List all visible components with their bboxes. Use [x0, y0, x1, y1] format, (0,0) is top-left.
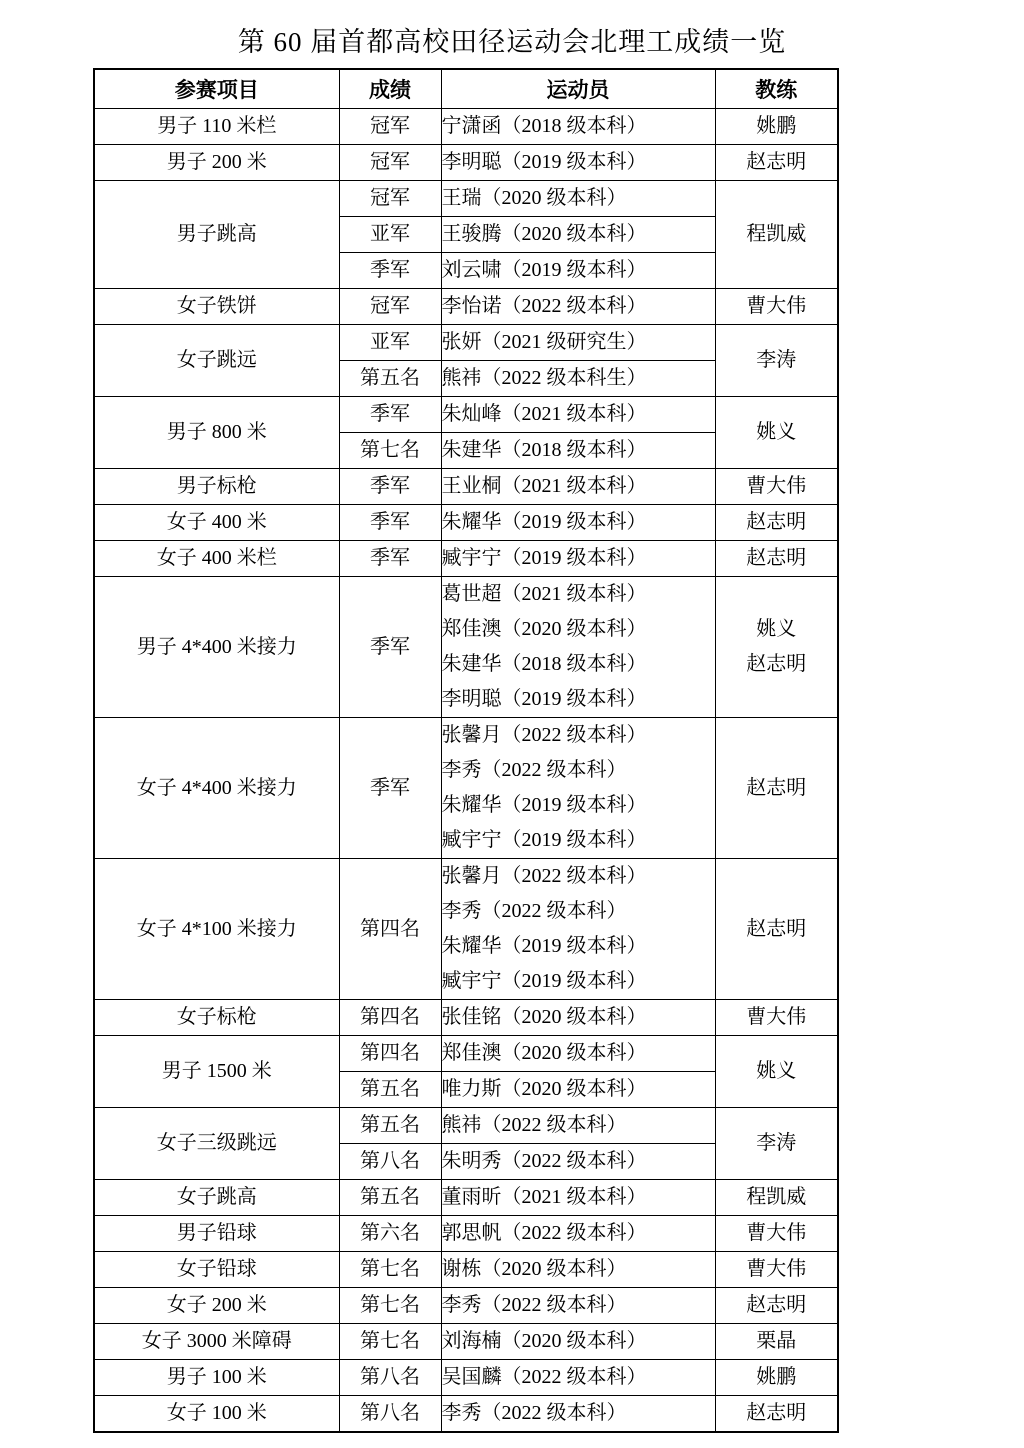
coach-cell — [715, 577, 838, 718]
result-label: 季军 — [370, 403, 410, 425]
result-cell — [339, 718, 441, 859]
athlete-line: 李明聪（2019 级本科） — [441, 688, 647, 710]
coach-line: 姚鹏 — [756, 115, 797, 137]
coach-line: 姚鹏 — [756, 1366, 797, 1388]
athlete-cell — [441, 145, 715, 181]
athlete-cell — [441, 1180, 715, 1216]
event-label: 女子 4*100 米接力 — [136, 917, 297, 940]
coach-line: 李涛 — [756, 349, 797, 371]
athlete-cell — [441, 217, 715, 253]
athlete-line: 臧宇宁（2019 级本科） — [441, 547, 647, 569]
table-row — [94, 1288, 838, 1324]
event-label: 女子 400 米 — [166, 511, 267, 533]
athlete-cell — [441, 361, 715, 397]
result-cell — [339, 1180, 441, 1216]
event-cell — [94, 1396, 339, 1433]
results-table — [93, 68, 839, 1433]
coach-cell — [715, 1360, 838, 1396]
result-label: 第八名 — [360, 1150, 420, 1172]
result-cell — [339, 541, 441, 577]
coach-line: 曹大伟 — [746, 475, 807, 497]
athlete-cell — [441, 541, 715, 577]
result-label: 季军 — [370, 475, 410, 497]
athlete-cell — [441, 1108, 715, 1144]
athlete-cell — [441, 1324, 715, 1360]
athlete-line: 刘海楠（2020 级本科） — [441, 1330, 647, 1352]
athlete-line: 李秀（2022 级本科） — [441, 1402, 627, 1424]
event-cell — [94, 1360, 339, 1396]
result-label: 季军 — [370, 547, 410, 569]
athlete-line: 熊祎（2022 级本科生） — [441, 367, 647, 389]
athlete-line: 谢栋（2020 级本科） — [441, 1258, 627, 1280]
event-cell — [94, 1252, 339, 1288]
result-label: 第八名 — [360, 1402, 420, 1424]
athlete-cell — [441, 577, 715, 718]
athlete-line: 朱明秀（2022 级本科） — [441, 1150, 647, 1172]
result-cell — [339, 577, 441, 718]
coach-line: 赵志明 — [746, 511, 807, 533]
coach-cell — [715, 505, 838, 541]
table-row — [94, 109, 838, 145]
event-cell — [94, 289, 339, 325]
event-label: 女子 400 米栏 — [156, 547, 277, 569]
table-row — [94, 289, 838, 325]
athlete-line: 李秀（2022 级本科） — [441, 900, 627, 922]
coach-cell — [715, 1324, 838, 1360]
coach-line: 程凯威 — [746, 223, 807, 245]
column-header: 参赛项目 — [94, 69, 339, 109]
result-cell — [339, 859, 441, 1000]
event-cell — [94, 1000, 339, 1036]
coach-cell — [715, 1108, 838, 1180]
column-header: 教练 — [715, 69, 838, 109]
result-cell — [339, 253, 441, 289]
coach-cell — [715, 1036, 838, 1108]
result-cell — [339, 181, 441, 217]
table-row — [94, 1360, 838, 1396]
coach-cell — [715, 469, 838, 505]
result-label: 冠军 — [370, 115, 410, 137]
athlete-cell — [441, 1144, 715, 1180]
athlete-line: 熊祎（2022 级本科） — [441, 1114, 627, 1136]
result-cell — [339, 1036, 441, 1072]
result-label: 冠军 — [370, 295, 410, 317]
event-label: 女子跳远 — [176, 349, 257, 371]
result-cell — [339, 1216, 441, 1252]
event-cell — [94, 1324, 339, 1360]
athlete-line: 张妍（2021 级研究生） — [441, 331, 647, 353]
athlete-line: 王骏腾（2020 级本科） — [441, 223, 647, 245]
athlete-line: 臧宇宁（2019 级本科） — [441, 970, 647, 992]
result-cell — [339, 433, 441, 469]
result-label: 季军 — [370, 776, 410, 799]
athlete-line: 朱耀华（2019 级本科） — [441, 935, 647, 957]
event-label: 男子标枪 — [176, 475, 257, 497]
athlete-line: 吴国麟（2022 级本科） — [441, 1366, 647, 1388]
athlete-cell — [441, 181, 715, 217]
event-label: 男子 110 米栏 — [157, 115, 277, 137]
coach-line: 赵志明 — [746, 1294, 807, 1316]
athlete-line: 李怡诺（2022 级本科） — [441, 295, 647, 317]
coach-line: 赵志明 — [746, 653, 807, 675]
result-cell — [339, 325, 441, 361]
athlete-cell — [441, 289, 715, 325]
athlete-line: 宁潇函（2018 级本科） — [441, 115, 647, 137]
athlete-line: 董雨昕（2021 级本科） — [441, 1186, 647, 1208]
result-label: 第六名 — [360, 1222, 420, 1244]
result-cell — [339, 1396, 441, 1433]
athlete-cell — [441, 1216, 715, 1252]
coach-line: 姚义 — [756, 1060, 797, 1082]
event-cell — [94, 1036, 339, 1108]
event-cell — [94, 397, 339, 469]
result-cell — [339, 1324, 441, 1360]
athlete-cell — [441, 1036, 715, 1072]
athlete-line: 李秀（2022 级本科） — [441, 1294, 627, 1316]
athlete-line: 朱耀华（2019 级本科） — [441, 511, 647, 533]
coach-cell — [715, 289, 838, 325]
result-cell — [339, 361, 441, 397]
result-cell — [339, 1360, 441, 1396]
result-cell — [339, 505, 441, 541]
event-cell — [94, 505, 339, 541]
coach-cell — [715, 541, 838, 577]
table-row — [94, 181, 838, 217]
result-cell — [339, 109, 441, 145]
athlete-line: 郭思帆（2022 级本科） — [441, 1222, 647, 1244]
result-label: 亚军 — [370, 331, 410, 353]
event-cell — [94, 541, 339, 577]
table-row — [94, 577, 838, 718]
coach-cell — [715, 1000, 838, 1036]
coach-cell — [715, 1252, 838, 1288]
athlete-cell — [441, 253, 715, 289]
result-cell — [339, 1288, 441, 1324]
event-cell — [94, 1216, 339, 1252]
table-row — [94, 397, 838, 433]
coach-line: 赵志明 — [746, 1402, 807, 1424]
athlete-line: 刘云啸（2019 级本科） — [441, 259, 647, 281]
event-cell — [94, 1108, 339, 1180]
coach-line: 曹大伟 — [746, 1258, 807, 1280]
athlete-cell — [441, 397, 715, 433]
coach-line: 赵志明 — [746, 151, 807, 173]
event-cell — [94, 859, 339, 1000]
event-label: 男子 100 米 — [166, 1366, 267, 1388]
result-label: 季军 — [370, 511, 410, 533]
result-cell — [339, 1000, 441, 1036]
coach-cell — [715, 109, 838, 145]
athlete-line: 李秀（2022 级本科） — [441, 759, 627, 781]
table-row — [94, 1396, 838, 1433]
athlete-line: 朱建华（2018 级本科） — [441, 653, 647, 675]
coach-line: 程凯威 — [746, 1186, 807, 1208]
coach-line: 栗晶 — [756, 1330, 797, 1352]
event-label: 男子 800 米 — [166, 421, 267, 443]
result-label: 第五名 — [360, 1114, 420, 1136]
athlete-line: 王瑞（2020 级本科） — [441, 187, 627, 209]
event-label: 女子 100 米 — [166, 1402, 267, 1424]
athlete-line: 张佳铭（2020 级本科） — [441, 1006, 647, 1028]
result-cell — [339, 397, 441, 433]
athlete-cell — [441, 859, 715, 1000]
coach-line: 李涛 — [756, 1132, 797, 1154]
coach-cell — [715, 325, 838, 397]
athlete-cell — [441, 469, 715, 505]
athlete-cell — [441, 1000, 715, 1036]
result-cell — [339, 1072, 441, 1108]
result-label: 季军 — [370, 635, 410, 658]
athlete-line: 张馨月（2022 级本科） — [441, 865, 647, 887]
result-label: 第七名 — [360, 1330, 420, 1352]
athlete-line: 李明聪（2019 级本科） — [441, 151, 647, 173]
coach-cell — [715, 1288, 838, 1324]
result-label: 第七名 — [360, 1258, 420, 1280]
result-label: 季军 — [370, 259, 410, 281]
event-label: 女子标枪 — [176, 1006, 257, 1028]
table-row — [94, 541, 838, 577]
athlete-cell — [441, 1288, 715, 1324]
athlete-cell — [441, 1072, 715, 1108]
table-row — [94, 1000, 838, 1036]
result-label: 第七名 — [360, 439, 420, 461]
athlete-cell — [441, 1360, 715, 1396]
coach-cell — [715, 1216, 838, 1252]
table-row — [94, 1216, 838, 1252]
result-cell — [339, 217, 441, 253]
event-cell — [94, 325, 339, 397]
table-row — [94, 145, 838, 181]
table-row — [94, 1324, 838, 1360]
coach-cell — [715, 397, 838, 469]
event-label: 女子三级跳远 — [156, 1132, 277, 1154]
event-label: 女子铁饼 — [176, 295, 257, 317]
table-row — [94, 1180, 838, 1216]
coach-cell — [715, 145, 838, 181]
event-cell — [94, 469, 339, 505]
table-row — [94, 859, 838, 1000]
athlete-line: 郑佳澳（2020 级本科） — [441, 618, 647, 640]
event-label: 男子铅球 — [176, 1222, 257, 1244]
result-label: 亚军 — [370, 223, 410, 245]
table-row — [94, 325, 838, 361]
result-label: 第五名 — [360, 367, 420, 389]
athlete-cell — [441, 1396, 715, 1433]
event-cell — [94, 181, 339, 289]
coach-line: 姚义 — [756, 421, 797, 443]
event-label: 男子 200 米 — [166, 151, 267, 173]
result-label: 冠军 — [370, 187, 410, 209]
event-label: 男子跳高 — [176, 223, 257, 245]
coach-line: 赵志明 — [746, 776, 807, 799]
athlete-cell — [441, 1252, 715, 1288]
result-label: 第四名 — [360, 917, 420, 940]
header-row — [94, 69, 838, 109]
coach-line: 曹大伟 — [746, 1222, 807, 1244]
coach-line: 曹大伟 — [746, 295, 807, 317]
table-row — [94, 505, 838, 541]
athlete-line: 朱灿峰（2021 级本科） — [441, 403, 647, 425]
athlete-line: 朱建华（2018 级本科） — [441, 439, 647, 461]
event-label: 女子 4*400 米接力 — [136, 776, 297, 799]
column-header: 成绩 — [339, 69, 441, 109]
event-cell — [94, 109, 339, 145]
result-cell — [339, 469, 441, 505]
coach-line: 赵志明 — [746, 917, 807, 940]
page-title: 第 60 届首都高校田径运动会北理工成绩一览 — [237, 27, 787, 57]
result-cell — [339, 1252, 441, 1288]
result-label: 第五名 — [360, 1078, 420, 1100]
event-label: 女子 200 米 — [166, 1294, 267, 1316]
coach-cell — [715, 1180, 838, 1216]
result-cell — [339, 145, 441, 181]
result-label: 冠军 — [370, 151, 410, 173]
coach-line: 赵志明 — [746, 547, 807, 569]
result-label: 第五名 — [360, 1186, 420, 1208]
coach-cell — [715, 1396, 838, 1433]
athlete-cell — [441, 325, 715, 361]
result-cell — [339, 1108, 441, 1144]
athlete-line: 朱耀华（2019 级本科） — [441, 794, 647, 816]
event-label: 男子 4*400 米接力 — [136, 635, 297, 658]
column-header: 运动员 — [441, 69, 715, 109]
result-label: 第八名 — [360, 1366, 420, 1388]
coach-cell — [715, 181, 838, 289]
coach-cell — [715, 859, 838, 1000]
result-label: 第四名 — [360, 1042, 420, 1064]
athlete-line: 葛世超（2021 级本科） — [441, 583, 647, 605]
coach-line: 姚义 — [756, 618, 797, 640]
athlete-line: 郑佳澳（2020 级本科） — [441, 1042, 647, 1064]
athlete-line: 张馨月（2022 级本科） — [441, 724, 647, 746]
athlete-cell — [441, 505, 715, 541]
athlete-line: 唯力斯（2020 级本科） — [441, 1078, 647, 1100]
table-row — [94, 469, 838, 505]
athlete-cell — [441, 433, 715, 469]
event-cell — [94, 1180, 339, 1216]
result-cell — [339, 1144, 441, 1180]
athlete-cell — [441, 109, 715, 145]
result-label: 第四名 — [360, 1006, 420, 1028]
athlete-cell — [441, 718, 715, 859]
table-header-row — [94, 69, 838, 109]
event-label: 女子铅球 — [176, 1258, 257, 1280]
coach-cell — [715, 718, 838, 859]
table-row — [94, 1108, 838, 1144]
athlete-line: 王业桐（2021 级本科） — [441, 475, 647, 497]
result-cell — [339, 289, 441, 325]
event-label: 男子 1500 米 — [161, 1060, 272, 1082]
event-label: 女子跳高 — [176, 1186, 257, 1208]
event-cell — [94, 145, 339, 181]
athlete-line: 臧宇宁（2019 级本科） — [441, 829, 647, 851]
event-label: 女子 3000 米障碍 — [141, 1330, 292, 1352]
table-row — [94, 718, 838, 859]
coach-line: 曹大伟 — [746, 1006, 807, 1028]
table-body — [94, 109, 838, 1433]
event-cell — [94, 718, 339, 859]
table-row — [94, 1252, 838, 1288]
event-cell — [94, 1288, 339, 1324]
table-row — [94, 1036, 838, 1072]
event-cell — [94, 577, 339, 718]
result-label: 第七名 — [360, 1294, 420, 1316]
